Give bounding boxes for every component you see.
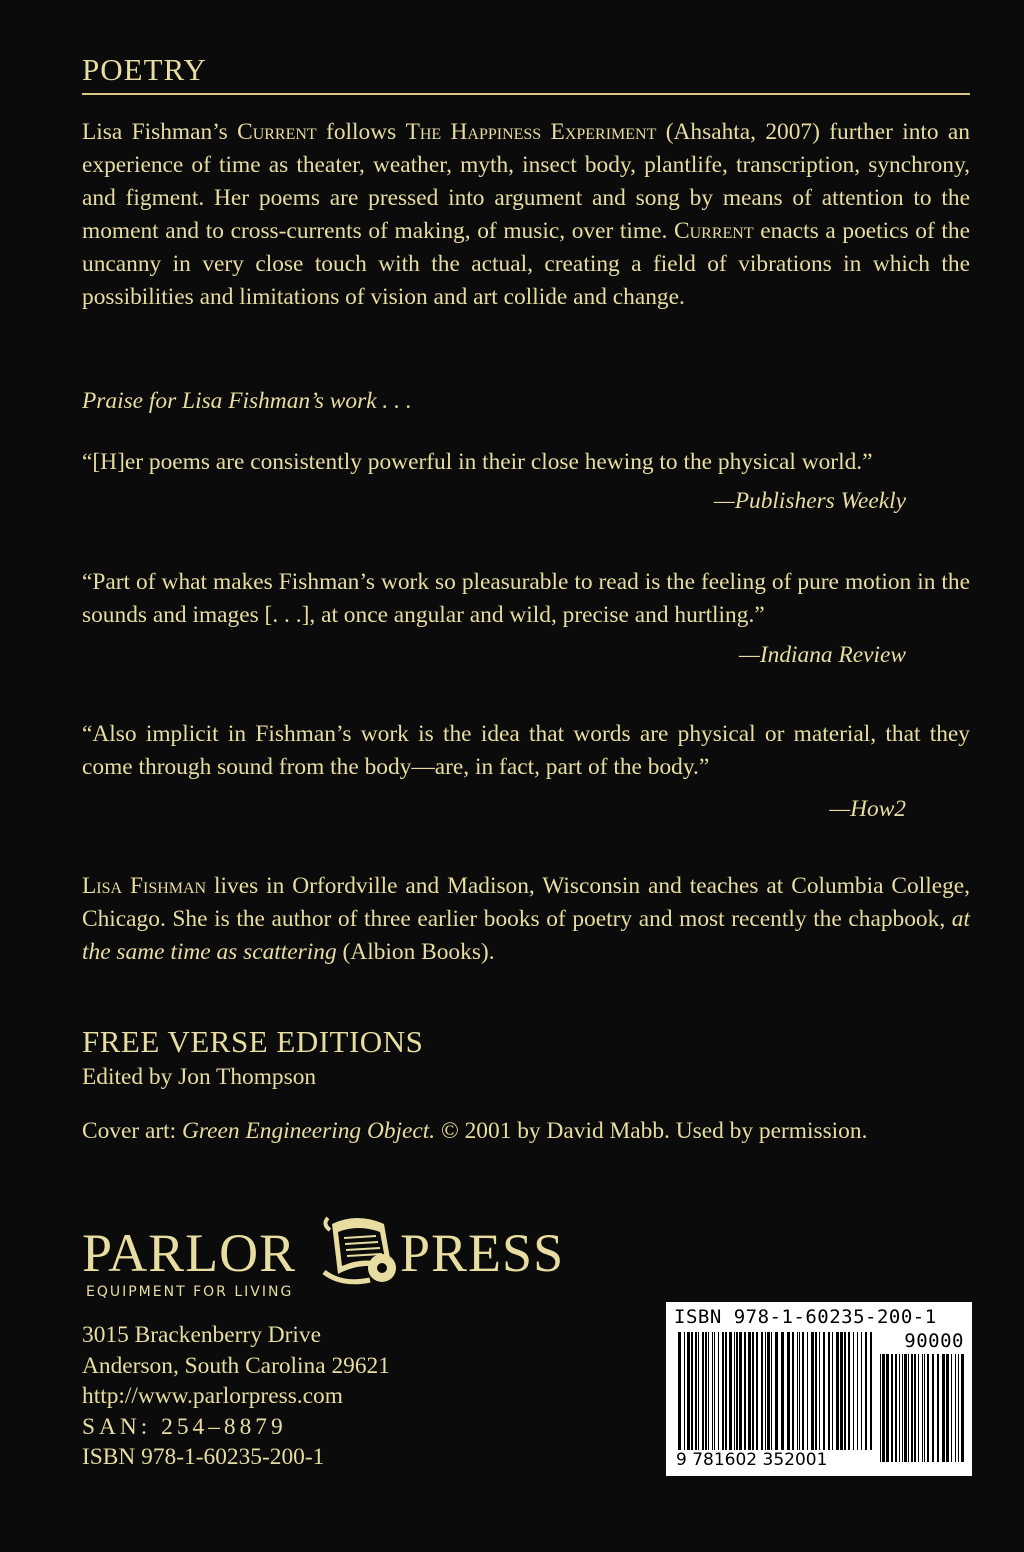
barcode-bar — [922, 1354, 923, 1462]
barcode-bar — [748, 1332, 751, 1450]
logo-word-press: PRESS — [400, 1223, 565, 1283]
logo-tagline: EQUIPMENT FOR LIVING — [86, 1284, 294, 1300]
logo-word-parlor: PARLOR — [82, 1223, 297, 1283]
barcode-bar — [857, 1332, 858, 1450]
barcode-bar — [848, 1332, 850, 1450]
barcode-bar — [787, 1332, 790, 1450]
barcode-bar — [880, 1354, 881, 1462]
barcode-bar — [904, 1354, 907, 1462]
barcode-bar — [736, 1332, 738, 1450]
barcode-bar — [712, 1332, 713, 1450]
barcode-bar — [844, 1332, 846, 1450]
barcode-bar — [792, 1332, 794, 1450]
quote-publishers-weekly: “[H]er poems are consistently powerful in their close hewing to the physical world.” — [82, 449, 873, 475]
barcode-bar — [823, 1332, 825, 1450]
barcode-bar — [911, 1354, 913, 1462]
barcode-bar — [853, 1332, 854, 1450]
barcode-bar — [886, 1354, 889, 1462]
scroll-book-emblem-icon — [312, 1210, 402, 1292]
barcode-bar — [802, 1332, 804, 1450]
blurb-part-3: (Ahsahta, 2007) further into an experience of time as theater, weather, myth, insect body, plantlife, transcription, synchrony, and figment. Her poems are pressed into argument and song by means of attention to the moment and to cross-currents of making, of music, over time. — [82, 119, 970, 244]
barcode-bar — [807, 1332, 808, 1450]
barcode-bar — [927, 1354, 929, 1462]
book-description — [82, 116, 970, 314]
main-barcode-bars — [678, 1332, 872, 1450]
barcode-bar — [771, 1332, 772, 1450]
parlor-press-logo — [82, 1210, 565, 1310]
barcode-bar — [744, 1332, 746, 1450]
barcode-bar — [718, 1332, 719, 1450]
book-title-happiness-experiment: The Happiness Experiment — [405, 119, 657, 145]
barcode-bar — [729, 1332, 732, 1450]
barcode-bar — [914, 1354, 916, 1462]
barcode-bar — [698, 1332, 699, 1450]
cover-art-credit — [82, 1118, 970, 1145]
barcode-price-code: 90000 — [904, 1330, 964, 1352]
isbn-barcode — [666, 1302, 972, 1476]
barcode-bar — [932, 1354, 934, 1462]
series-editor: Edited by Jon Thompson — [82, 1064, 317, 1090]
book-title-current: Current — [237, 119, 317, 145]
barcode-bar — [895, 1354, 897, 1462]
praise-heading: Praise for Lisa Fishman’s work . . . — [82, 388, 412, 414]
barcode-bar — [734, 1332, 735, 1450]
barcode-bar — [678, 1332, 681, 1450]
author-bio — [82, 870, 970, 969]
barcode-bar — [781, 1332, 784, 1450]
cover-art-work: Green Engineering Object. — [182, 1118, 436, 1144]
barcode-ean-digits: 9 781602 352001 — [676, 1450, 828, 1470]
quote-source-indiana-review: —Indiana Review — [739, 642, 906, 668]
publisher-san: SAN: 254–8879 — [82, 1413, 287, 1440]
barcode-bar — [942, 1354, 945, 1462]
barcode-bar — [946, 1354, 949, 1462]
barcode-bar — [961, 1354, 964, 1462]
quote-how2: “Also implicit in Fishman’s work is the idea that words are physical or material, that they come through sound from the body—are, in fact, part of the body.” — [82, 721, 970, 780]
barcode-bar — [819, 1332, 820, 1450]
quote-source-how2: —How2 — [829, 796, 906, 822]
blurb-part-4: enacts a poetics of the uncanny in very close touch with the actual, creating a field of vibrations in which the possibilities and limitations of vision and art collide and change. — [82, 218, 970, 310]
barcode-bar — [687, 1332, 690, 1450]
chapbook-title: at the same time as scattering — [82, 906, 970, 965]
publisher-address — [82, 1320, 390, 1473]
barcode-bar — [767, 1332, 770, 1450]
barcode-bar — [840, 1332, 843, 1450]
book-isbn: ISBN 978-1-60235-200-1 — [82, 1444, 325, 1470]
barcode-bar — [684, 1332, 685, 1450]
book-title-current-2: Current — [674, 218, 754, 244]
barcode-bar — [708, 1332, 709, 1450]
category-label: POETRY — [82, 52, 207, 87]
series-title: FREE VERSE EDITIONS — [82, 1024, 424, 1059]
barcode-bar — [937, 1354, 939, 1462]
publisher-url: http://www.parlorpress.com — [82, 1383, 343, 1409]
barcode-bar — [832, 1332, 833, 1450]
barcode-bar — [924, 1354, 925, 1462]
barcode-bar — [725, 1332, 727, 1450]
author-name: Lisa Fishman — [82, 873, 207, 899]
blurb-part-1: Lisa Fishman’s — [82, 119, 238, 145]
barcode-bar — [918, 1354, 919, 1462]
address-street: 3015 Brackenberry Drive — [82, 1322, 322, 1348]
barcode-bar — [702, 1332, 704, 1450]
barcode-bar — [761, 1332, 763, 1450]
address-city: Anderson, South Carolina 29621 — [82, 1352, 390, 1379]
cover-art-label: Cover art: — [82, 1118, 183, 1144]
barcode-bar — [815, 1332, 817, 1450]
barcode-bar — [811, 1332, 814, 1450]
barcode-bar — [908, 1354, 909, 1462]
barcode-bar — [714, 1332, 715, 1450]
barcode-bar — [799, 1332, 800, 1450]
cover-art-copyright: © 2001 by David Mabb. Used by permission. — [435, 1118, 868, 1144]
barcode-bar — [756, 1332, 758, 1450]
barcode-bar — [861, 1332, 862, 1450]
barcode-bar — [836, 1332, 839, 1450]
barcode-bar — [951, 1354, 952, 1462]
barcode-bar — [695, 1332, 697, 1450]
barcode-bar — [870, 1332, 872, 1450]
barcode-bar — [958, 1354, 959, 1462]
barcode-bar — [775, 1332, 778, 1450]
barcode-bar — [705, 1332, 707, 1450]
header-rule — [82, 93, 970, 95]
barcode-bar — [865, 1332, 867, 1450]
barcode-bar — [882, 1354, 885, 1462]
barcode-bar — [891, 1354, 893, 1462]
quote-indiana-review: “Part of what makes Fishman’s work so pleasurable to read is the feeling of pure motion in the sounds and images [. . .], at once angular and wild, precise and hurtling.” — [82, 569, 970, 628]
barcode-bar — [902, 1354, 903, 1462]
addon-barcode-bars — [880, 1354, 964, 1462]
bio-part-1: lives in Orfordville and Madison, Wisconsin and teaches at Columbia College, Chicago. She is the author of three earlier books of poetry and most recently the chapbook, — [82, 873, 971, 932]
barcode-bar — [765, 1332, 766, 1450]
barcode-bar — [828, 1332, 830, 1450]
barcode-bar — [955, 1354, 956, 1462]
barcode-bar — [739, 1332, 742, 1450]
barcode-bar — [752, 1332, 754, 1450]
bio-part-2: (Albion Books). — [336, 939, 495, 965]
barcode-isbn-label: ISBN 978-1-60235-200-1 — [674, 1306, 937, 1328]
barcode-bar — [722, 1332, 724, 1450]
barcode-bar — [797, 1332, 798, 1450]
quote-source-publishers-weekly: —Publishers Weekly — [713, 488, 906, 514]
barcode-bar — [691, 1332, 693, 1450]
barcode-bar — [899, 1354, 900, 1462]
blurb-part-2: follows — [316, 119, 406, 145]
